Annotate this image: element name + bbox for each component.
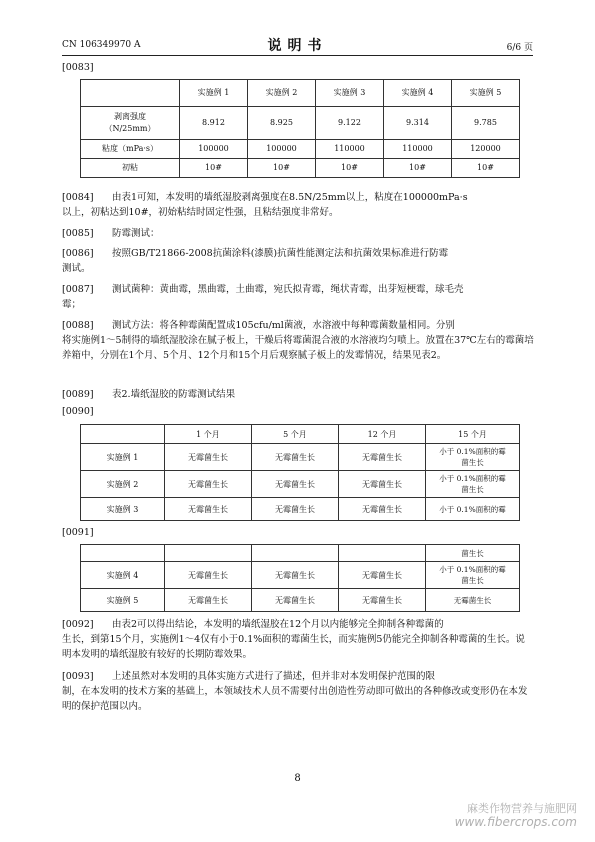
- row-label: 实施例 2: [81, 471, 165, 498]
- table-row: [81, 107, 520, 140]
- paragraph-0084: [62, 191, 534, 206]
- paragraph-tag: [0084]: [62, 192, 94, 203]
- table-cell: 小于 0.1%面积的霉 菌生长: [426, 471, 520, 498]
- paragraph-tag: [0089]: [62, 389, 94, 400]
- row-label: 粘度（mPa·s）: [81, 140, 180, 159]
- table-row: [81, 140, 520, 159]
- table-cell: 无霉菌生长: [252, 444, 339, 471]
- table-header-cell: [81, 80, 180, 107]
- table-header-cell: 实施例 1: [180, 80, 248, 107]
- header-rule: [62, 55, 533, 56]
- table-cell: 无霉菌生长: [165, 589, 252, 612]
- paragraph-tag: [0088]: [62, 320, 94, 331]
- paragraph-text: 测试方法：将各种霉菌配置成105cfu/ml菌液，水溶液中每种霉菌数量相同。分别: [112, 320, 455, 331]
- paragraph-text: 测试菌种：黄曲霉，黑曲霉，土曲霉，宛氏拟青霉，绳状青霉，出芽短梗霉，球毛壳: [112, 284, 464, 295]
- table-cell: 无霉菌生长: [339, 589, 426, 612]
- paragraph-tag-0090: [0090]: [62, 406, 94, 417]
- patent-number: CN 106349970 A: [62, 40, 141, 50]
- paragraph-0088-cont: 将实施例1～5制得的墙纸湿胶涂在腻子板上，干燥后将霉菌混合液的水溶液均匀喷上。放置在37℃左右的霉菌培养箱中，分别在1个月、5个月、12个月和15个月后观察腻子板上的发霉情况，结果见表2。: [62, 335, 534, 361]
- page-indicator: 6/6 页: [506, 43, 533, 53]
- table-cell: 无霉菌生长: [165, 562, 252, 589]
- paragraph-tag-0091: [0091]: [62, 527, 94, 538]
- row-label: 实施例 4: [81, 562, 165, 589]
- watermark-site-name: 麻类作物营养与施肥网: [467, 802, 577, 815]
- paragraph-tag: [0087]: [62, 284, 94, 295]
- paragraph-0092: [62, 618, 534, 633]
- page-number: 8: [294, 773, 301, 784]
- table-cell: 无霉菌生长: [252, 589, 339, 612]
- table-cell: 10#: [248, 159, 316, 178]
- table-row: [81, 159, 520, 178]
- table-cell: 110000: [384, 140, 452, 159]
- table-cell: 9.314: [384, 107, 452, 140]
- table-cell: 无霉菌生长: [165, 471, 252, 498]
- document-title: 说明书: [267, 38, 328, 54]
- table-row: [81, 545, 520, 562]
- table-cell: 100000: [248, 140, 316, 159]
- table-cell: 10#: [316, 159, 384, 178]
- table-header-cell: 实施例 4: [384, 80, 452, 107]
- paragraph-0087-cont: 霉；: [62, 299, 82, 310]
- table-cell: 10#: [180, 159, 248, 178]
- table-cell: 10#: [384, 159, 452, 178]
- table-cell: 小于 0.1%面积的霉 菌生长: [426, 562, 520, 589]
- table-cell: 9.785: [452, 107, 520, 140]
- paragraph-0085: [62, 227, 534, 242]
- table-row: [81, 471, 520, 498]
- table-cell: [252, 545, 339, 562]
- table-cell: 100000: [180, 140, 248, 159]
- paragraph-tag: [0086]: [62, 248, 94, 259]
- paragraph-0092-cont: 生长，到第15个月，实施例1～4仅有小于0.1%面积的霉菌生长，而实施例5仍能完全抑制各种霉菌的生长。说明本发明的墙纸湿胶有较好的长期防霉效果。: [62, 634, 525, 660]
- paragraph-0086: [62, 247, 534, 262]
- table-cell: 无霉菌生长: [339, 444, 426, 471]
- table-cell: 无霉菌生长: [426, 589, 520, 612]
- paragraph-text: 由表1可知，本发明的墙纸湿胶剥离强度在8.5N/25mm以上，粘度在100000mPa·s: [112, 192, 468, 203]
- watermark-url: www.fibercrops.com: [454, 815, 577, 829]
- row-label: 初粘: [81, 159, 180, 178]
- table-row: [81, 444, 520, 471]
- table-cell: 8.912: [180, 107, 248, 140]
- table-cell: 无霉菌生长: [339, 498, 426, 521]
- paragraph-text: 按照GB/T21866-2008抗菌涂料(漆膜)抗菌性能测定法和抗菌效果标准进行防霉: [112, 248, 449, 259]
- table-cell: 菌生长: [426, 545, 520, 562]
- table-cell: 无霉菌生长: [252, 562, 339, 589]
- paragraph-0087: [62, 283, 534, 298]
- paragraph-0093: [62, 670, 534, 685]
- table-cell: [165, 545, 252, 562]
- table-cell: 9.122: [316, 107, 384, 140]
- table-header-cell: 实施例 3: [316, 80, 384, 107]
- table-cell: [339, 545, 426, 562]
- table-adhesion-results: [80, 79, 520, 178]
- table-cell: 小于 0.1%面积的霉 菌生长: [426, 444, 520, 471]
- table-cell: 无霉菌生长: [339, 471, 426, 498]
- paragraph-0086-cont: 测试。: [62, 263, 91, 274]
- table-cell: 无霉菌生长: [252, 471, 339, 498]
- table-row: [81, 589, 520, 612]
- table-cell: [81, 545, 165, 562]
- paragraph-0088: [62, 319, 534, 334]
- paragraph-text: 由表2可以得出结论，本发明的墙纸湿胶在12个月以内能够完全抑制各种霉菌的: [112, 619, 444, 630]
- table-header-cell: 5 个月: [252, 425, 339, 444]
- table-cell: 无霉菌生长: [165, 498, 252, 521]
- table-cell: 120000: [452, 140, 520, 159]
- table-header-cell: 1 个月: [165, 425, 252, 444]
- table-header-cell: [81, 425, 165, 444]
- paragraph-tag-0083: [0083]: [62, 62, 94, 73]
- table-cell: 110000: [316, 140, 384, 159]
- table-header-row: [81, 80, 520, 107]
- paragraph-text: 上述虽然对本发明的具体实施方式进行了描述，但并非对本发明保护范围的限: [112, 671, 436, 682]
- table-cell: 无霉菌生长: [165, 444, 252, 471]
- table-header-cell: 12 个月: [339, 425, 426, 444]
- table-cell: 8.925: [248, 107, 316, 140]
- table-caption: 表2.墙纸湿胶的防霉测试结果: [112, 389, 236, 400]
- table-antimold-results-continued: [80, 544, 520, 612]
- row-label: 实施例 3: [81, 498, 165, 521]
- table-cell: 10#: [452, 159, 520, 178]
- paragraph-tag: [0085]: [62, 228, 94, 239]
- paragraph-0084-cont: 以上，初粘达到10#，初始粘结时固定性强，且粘结强度非常好。: [62, 207, 339, 218]
- row-label: 实施例 1: [81, 444, 165, 471]
- table-cell: 无霉菌生长: [339, 562, 426, 589]
- paragraph-text: 防霉测试：: [112, 228, 160, 239]
- table-header-cell: 实施例 2: [248, 80, 316, 107]
- table-cell: 小于 0.1%面积的霉: [426, 498, 520, 521]
- table-header-cell: 实施例 5: [452, 80, 520, 107]
- paragraph-0089: [62, 388, 534, 403]
- table-row: [81, 562, 520, 589]
- table-cell: 无霉菌生长: [252, 498, 339, 521]
- table-antimold-results: [80, 424, 520, 521]
- table-row: [81, 498, 520, 521]
- paragraph-0093-cont: 制，在本发明的技术方案的基础上，本领域技术人员不需要付出创造性劳动即可做出的各种修改或变形仍在本发明的保护范围以内。: [62, 686, 528, 712]
- table-header-cell: 15 个月: [426, 425, 520, 444]
- paragraph-tag: [0093]: [62, 671, 94, 682]
- row-label: 剥离强度 （N/25mm）: [81, 107, 180, 140]
- table-header-row: [81, 425, 520, 444]
- row-label: 实施例 5: [81, 589, 165, 612]
- paragraph-tag: [0092]: [62, 619, 94, 630]
